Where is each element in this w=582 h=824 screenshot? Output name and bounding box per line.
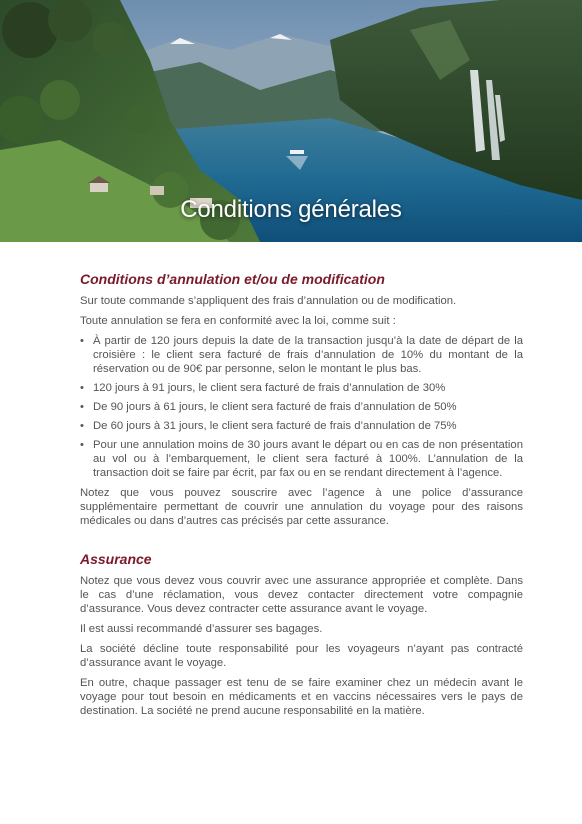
paragraph: En outre, chaque passager est tenu de se faire examiner chez un médecin avant le voyage pour tout besoin en médicaments et en vaccins nécessaires vers le pays de destination. La société ne prend aucune responsabilité en la matière.	[80, 677, 523, 717]
section-heading-assurance: Assurance	[80, 551, 152, 567]
list-item: • De 60 jours à 31 jours, le client sera facturé de frais d’annulation de 75%	[80, 419, 523, 433]
section-annulation	[80, 270, 523, 528]
list-item: • 120 jours à 91 jours, le client sera facturé de frais d’annulation de 30%	[80, 381, 523, 395]
paragraph: Notez que vous pouvez souscrire avec l’agence à une police d’assurance supplémentaire permettant de couvrir une annulation du voyage pour des raisons médicales ou dans d’autres cas précisés par cette assurance.	[80, 487, 523, 527]
document-body	[80, 270, 523, 724]
paragraph: La société décline toute responsabilité pour les voyageurs n’ayant pas contracté d’assurance avant le voyage.	[80, 643, 523, 669]
section-heading-annulation: Conditions d’annulation et/ou de modification	[80, 271, 385, 287]
list-item: • À partir de 120 jours depuis la date de la transaction jusqu’à la date de départ de la croisière : le client sera facturé de frais d’annulation de 10% du montant de la réservation ou de 90€ par personne, selon le montant le plus bas.	[80, 334, 523, 376]
cancellation-fee-list	[80, 334, 523, 480]
list-item: • De 90 jours à 61 jours, le client sera facturé de frais d’annulation de 50%	[80, 400, 523, 414]
section-assurance	[80, 550, 523, 718]
paragraph: Toute annulation se fera en conformité avec la loi, comme suit :	[80, 315, 396, 327]
paragraph: Sur toute commande s’appliquent des frais d’annulation ou de modification.	[80, 295, 457, 307]
list-item: • Pour une annulation moins de 30 jours avant le départ ou en cas de non présentation au vol ou à l’embarquement, le client sera facturé à 100%. L’annulation de la transaction doit se faire par écrit, par fax ou en se rendant directement à l’agence.	[80, 438, 523, 480]
paragraph: Notez que vous devez vous couvrir avec une assurance appropriée et complète. Dans le cas d’une réclamation, vous devez contacter directement votre compagnie d’assurance. Vous devez contracter cette assurance avant le voyage.	[80, 575, 523, 615]
paragraph: Il est aussi recommandé d’assurer ses bagages.	[80, 623, 323, 635]
hero-banner	[0, 0, 582, 242]
page-title: Conditions générales	[180, 196, 402, 223]
